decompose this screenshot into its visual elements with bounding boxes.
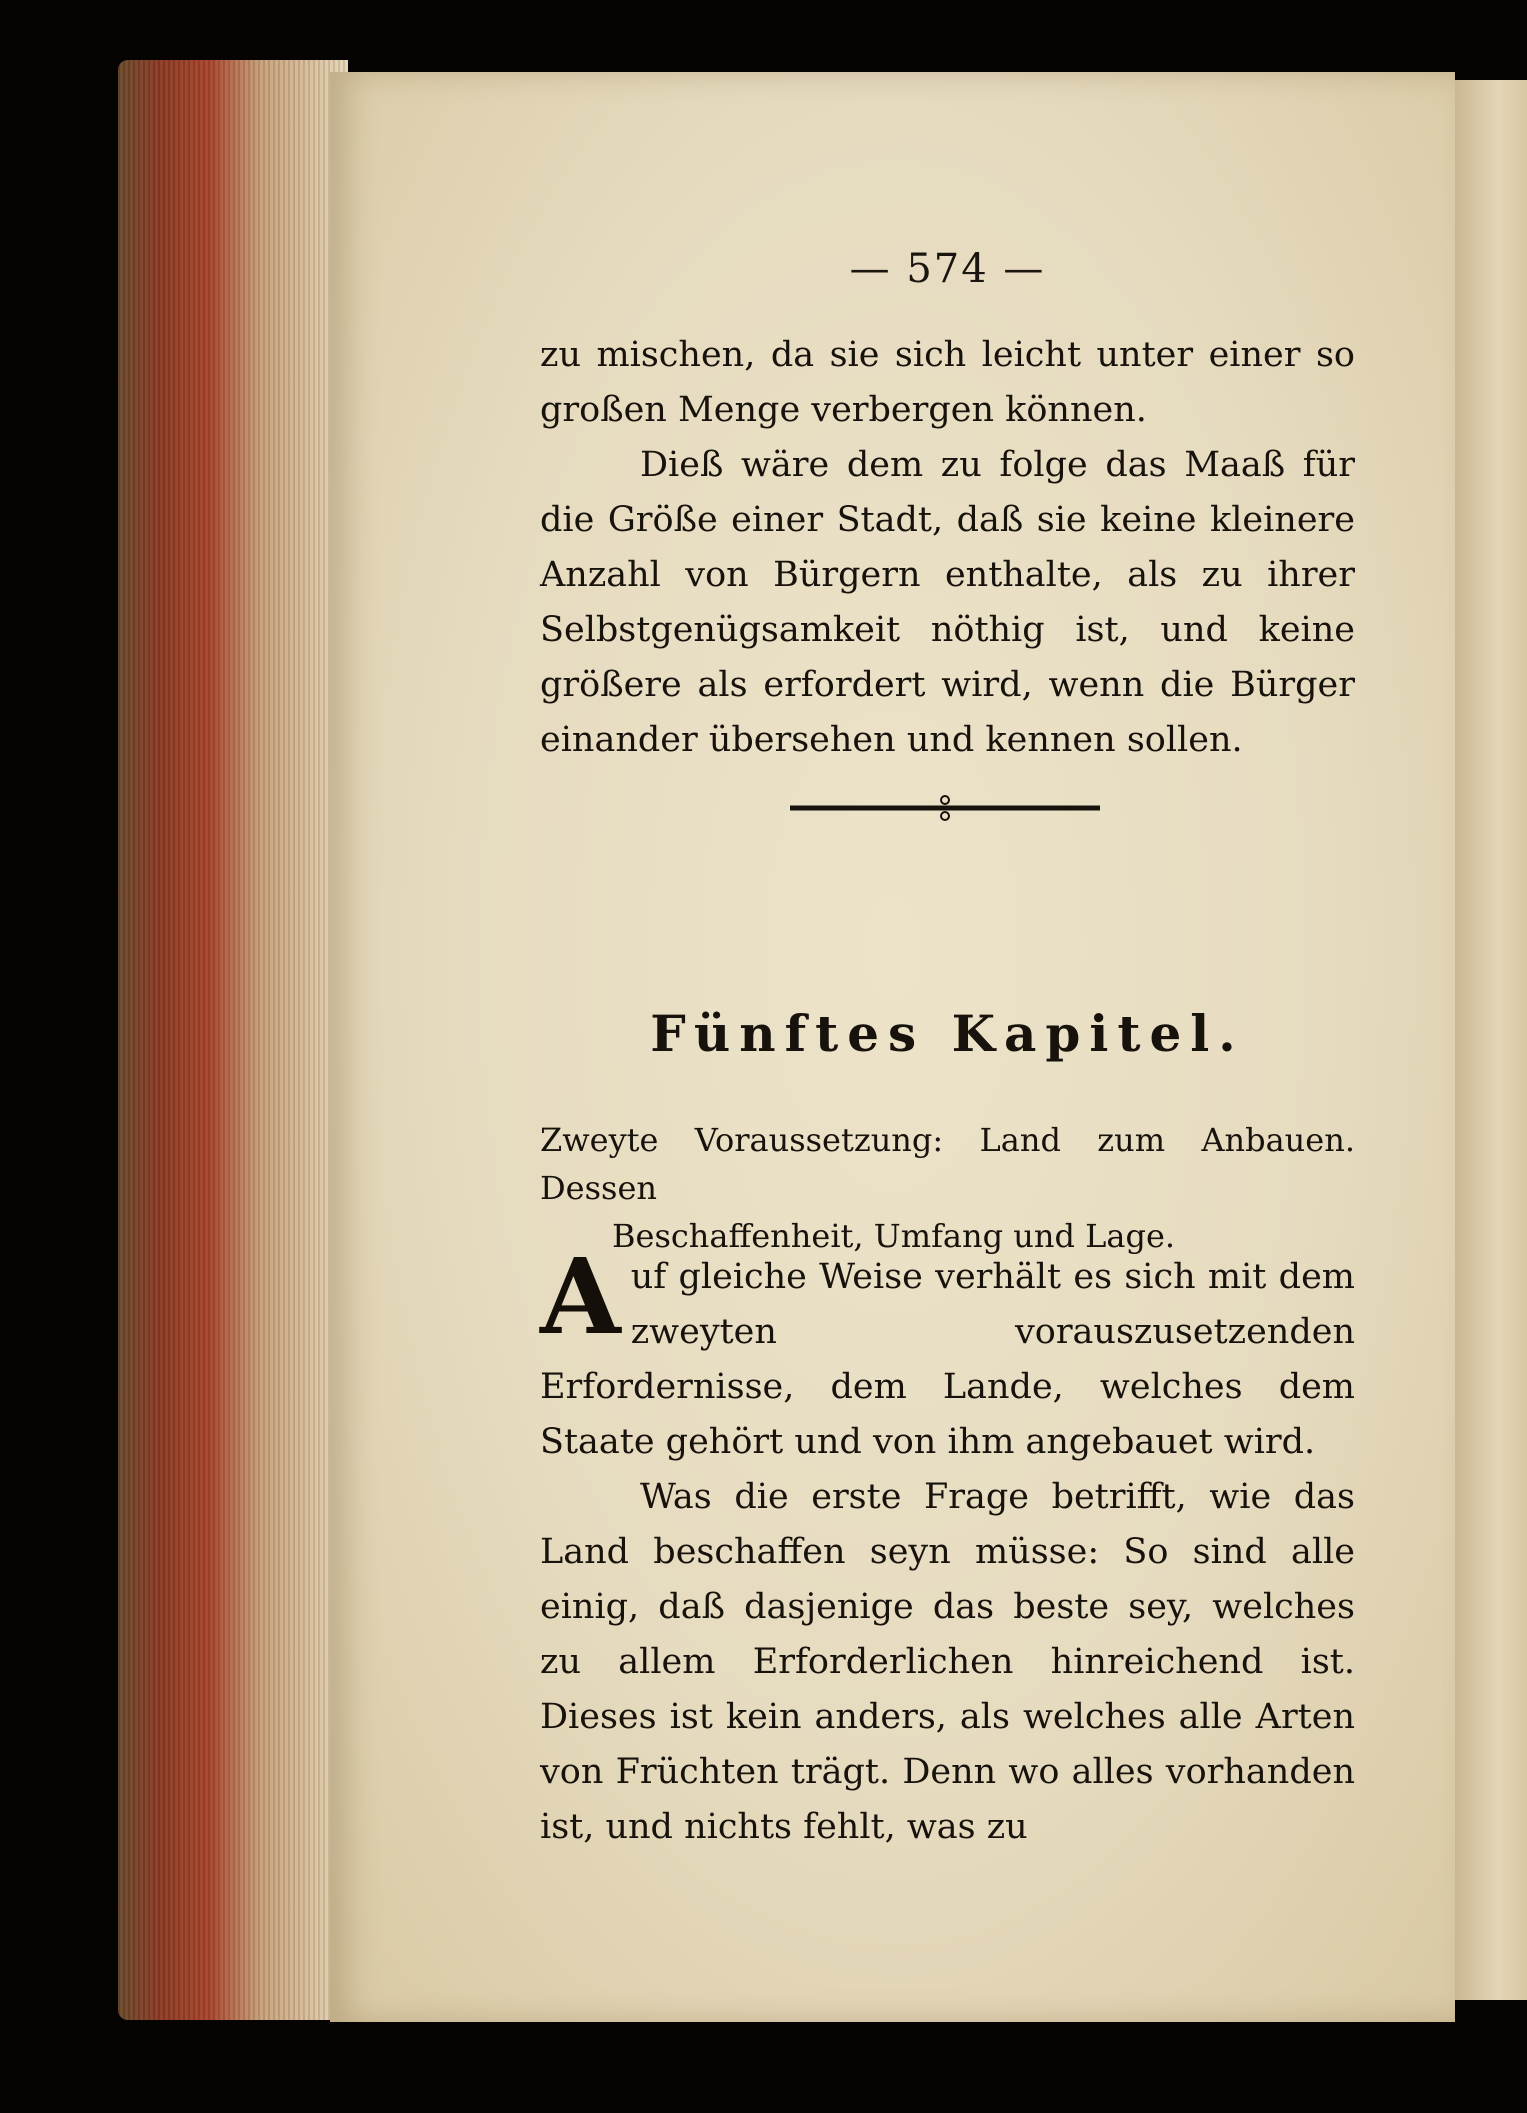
chapter-summary xyxy=(540,1116,1355,1260)
paragraph-text: uf gleiche Weise verhält es sich mit dem zweyten vorauszusetzenden Erfordernisse, dem Lande, welches dem Staate gehört und von ihm angebauet wird. xyxy=(540,1257,1355,1462)
chapter-summary-line: Beschaffenheit, Umfang und Lage. xyxy=(612,1217,1176,1255)
paragraph: Was die erste Frage betrifft, wie das Land beschaffen seyn müsse: So sind alle einig, daß dasjenige das beste sey, welches zu allem Erforderlichen hinreichend ist. Dieses ist kein anders, als welches alle Arten von Früchten trägt. Denn wo alles vorhanden ist, und nichts fehlt, was zu xyxy=(540,1477,1355,1847)
paragraph: Dieß wäre dem zu folge das Maaß für die Größe einer Stadt, daß sie keine kleinere Anzahl von Bürgern enthalte, als zu ihrer Selbstgenügsamkeit nöthig ist, und keine größere als erfordert wird, wenn die Bürger einander übersehen und kennen sollen. xyxy=(540,445,1355,760)
chapter-summary-line: Zweyte Voraussetzung: Land zum Anbauen. Dessen xyxy=(540,1121,1355,1207)
page-number: — 574 — xyxy=(849,246,1046,292)
chapter-title: Fünftes Kapitel. xyxy=(650,1004,1245,1063)
text-block-top xyxy=(540,328,1355,768)
paragraph: zu mischen, da sie sich leicht unter einer so großen Menge verbergen können. xyxy=(540,335,1355,430)
facing-page-edge xyxy=(1455,80,1527,2000)
page-edges xyxy=(118,60,348,2020)
drop-cap: A xyxy=(540,1235,621,1358)
section-divider-ornament xyxy=(790,795,1100,821)
